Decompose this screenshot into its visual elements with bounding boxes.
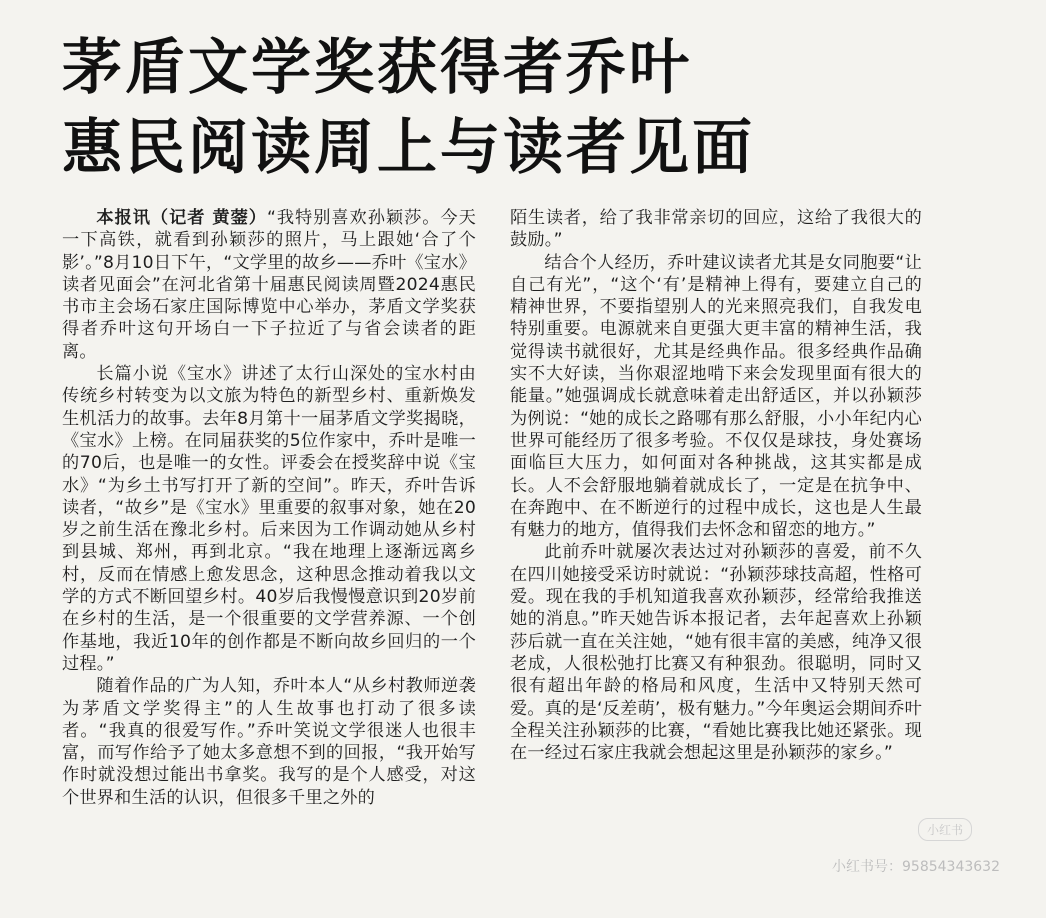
article-paragraph: 长篇小说《宝水》讲述了太行山深处的宝水村由传统乡村转变为以文旅为特色的新型乡村、重新焕发生机活力的故事。去年8月第十一届茅盾文学奖揭晓，《宝水》上榜。在同届获奖的5位作家中，乔叶是唯一的70后，也是唯一的女性。评委会在授奖辞中说《宝水》“为乡土书写打开了新的空间”。昨天，乔叶告诉读者，“故乡”是《宝水》里重要的叙事对象，她在20岁之前生活在豫北乡村。后来因为工作调动她从乡村到县城、郑州，再到北京。“我在地理上逐渐远离乡村，反而在情感上愈发思念，这种思念推动着我以文学的方式不断回望乡村。40岁后我慢慢意识到20岁前在乡村的生活，是一个很重要的文学营养源、一个创作基地，我近10年的创作都是不断向故乡回归的一个过程。” <box>62 364 476 674</box>
headline-line-1: 茅盾文学奖获得者乔叶 <box>62 33 692 103</box>
article-paragraph: 此前乔叶就屡次表达过对孙颖莎的喜爱，前不久在四川她接受采访时就说：“孙颖莎球技高超，性格可爱。现在我的手机知道我喜欢孙颖莎，经常给我推送她的消息。”昨天她告诉本报记者，去年起喜欢上孙颖莎后就一直在关注她，“她有很丰富的美感，纯净又很老成，人很松弛打比赛又有种狠劲。很聪明，同时又很有超出年龄的格局和风度，生活中又特别天然可爱。真的是‘反差萌’，极有魅力。”今年奥运会期间乔叶全程关注孙颖莎的比赛，“看她比赛我比她还紧张。现在一经过石家庄我就会想起这里是孙颖莎的家乡。” <box>510 542 922 764</box>
article-byline: 本报讯（记者 黄蓥） <box>96 208 267 228</box>
headline-line-2: 惠民阅读周上与读者见面 <box>62 113 755 183</box>
article-column-left <box>62 207 476 809</box>
article-paragraph: 结合个人经历，乔叶建议读者尤其是女同胞要“让自己有光”，“这个‘有’是精神上得有，要建立自己的精神世界，不要指望别人的光来照亮我们，自我发电特别重要。电源就来自更强大更丰富的精神生活，我觉得读书就很好，尤其是经典作品。很多经典作品确实不大好读，当你艰涩地啃下来会发现里面有很大的能量。”她强调成长就意味着走出舒适区，并以孙颖莎为例说：“她的成长之路哪有那么舒服，小小年纪内心世界可能经历了很多考验。不仅仅是球技，身处赛场面临巨大压力，如何面对各种挑战，这其实都是成长。人不会舒服地躺着就成长了，一定是在抗争中、在奔跑中、在不断逆行的过程中成长，这也是人生最有魅力的地方，值得我们去怀念和留恋的地方。” <box>510 252 922 541</box>
article-paragraph-continued: 陌生读者，给了我非常亲切的回应，这给了我很大的鼓励。” <box>510 208 922 251</box>
watermark-badge: 小红书 <box>918 818 972 841</box>
watermark-text: 小红书号：95854343632 <box>832 859 1000 875</box>
article-paragraph: 随着作品的广为人知，乔叶本人“从乡村教师逆袭为茅盾文学奖得主”的人生故事也打动了很多读者。“我真的很爱写作。”乔叶笑说文学很迷人也很丰富，而写作给予了她太多意想不到的回报，“我开始写作时就没想过能出书拿奖。我写的是个人感受，对这个世界和生活的认识，但很多千里之外的 <box>62 676 476 808</box>
article-paragraph <box>62 207 476 363</box>
article-column-right <box>510 207 922 764</box>
paragraph-text: “我特别喜欢孙颖莎。今天一下高铁，就看到孙颖莎的照片，马上跟她‘合了个影’。”8月10日下午，“文学里的故乡——乔叶《宝水》读者见面会”在河北省第十届惠民阅读周暨2024惠民书市主会场石家庄国际博览中心举办，茅盾文学奖获得者乔叶这句开场白一下子拉近了与省会读者的距离。 <box>62 208 476 362</box>
